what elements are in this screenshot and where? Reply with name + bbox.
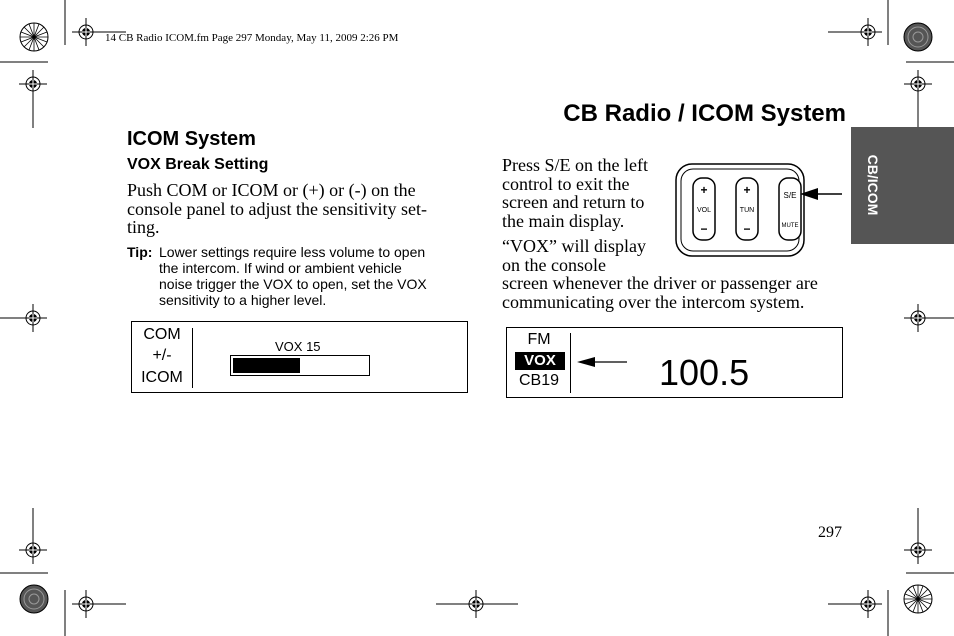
vol-label: VOL [696, 207, 712, 214]
chapter-title: CB Radio / ICOM System [563, 100, 846, 127]
section-heading: ICOM System [127, 128, 256, 150]
subsection-heading: VOX Break Setting [127, 156, 269, 173]
text-line: communicating over the intercom system. [502, 291, 805, 312]
mute-label: MUTE [781, 223, 799, 229]
handlebar-control-illustration [674, 162, 844, 259]
frequency-readout: 100.5 [659, 352, 750, 393]
chapter-side-tab [851, 127, 954, 244]
minus-glyph: − [743, 222, 751, 236]
vox-indicator-badge: VOX [515, 352, 565, 370]
tip-text [159, 244, 471, 308]
tun-label: TUN [739, 207, 755, 214]
se-label: S/E [783, 191, 797, 200]
text-line: control to exit the [502, 173, 630, 194]
cb-channel-label: CB19 [518, 372, 560, 389]
running-head: 14 CB Radio ICOM.fm Page 297 Monday, May 11, 2009 2:26 PM [105, 32, 399, 44]
plus-glyph: + [700, 183, 708, 197]
console-display [506, 327, 843, 398]
pointer-arrow-icon [800, 188, 842, 200]
vol-button [693, 178, 715, 240]
body-paragraph-left [127, 181, 467, 237]
text-line: ting. [127, 217, 160, 237]
text-line: the main display. [502, 210, 625, 231]
text-line: screen whenever the driver or passenger are [502, 273, 818, 293]
vox-level-label: VOX 15 [275, 339, 321, 354]
text-line: screen and return to [502, 192, 645, 212]
display-label-com: COM [143, 326, 181, 343]
band-label: FM [527, 331, 551, 348]
minus-glyph: − [700, 222, 708, 236]
text-line: noise trigger the VOX to open, set the VOX [159, 276, 427, 292]
display-label-plusminus: +/- [152, 347, 172, 364]
display-label-icom: ICOM [141, 369, 183, 386]
vox-level-fill [233, 358, 300, 373]
text-line: Lower settings require less volume to open [159, 244, 426, 260]
side-tab-label: CB/ICOM [865, 154, 881, 216]
arrow-left-icon [573, 352, 633, 372]
vox-level-bar [230, 355, 370, 376]
text-line: sensitivity to a higher level. [159, 292, 327, 308]
display-divider [570, 333, 571, 393]
plus-glyph: + [743, 183, 751, 197]
text-line: Press S/E on the left [502, 155, 648, 175]
se-mute-button [779, 178, 801, 240]
vox-setting-display [131, 321, 468, 393]
page-number: 297 [818, 524, 842, 541]
text-line: the intercom. If wind or ambient vehicle [159, 260, 402, 276]
text-line: Push COM or ICOM or (+) or (-) on the [127, 180, 416, 200]
body-paragraph-right-1 [502, 156, 672, 230]
tip-label: Tip: [127, 244, 153, 260]
text-line: console panel to adjust the sensitivity set- [127, 198, 427, 219]
display-divider [192, 328, 193, 388]
text-line: on the console [502, 254, 606, 275]
text-line: “VOX” will display [502, 236, 646, 256]
tun-button [736, 178, 758, 240]
